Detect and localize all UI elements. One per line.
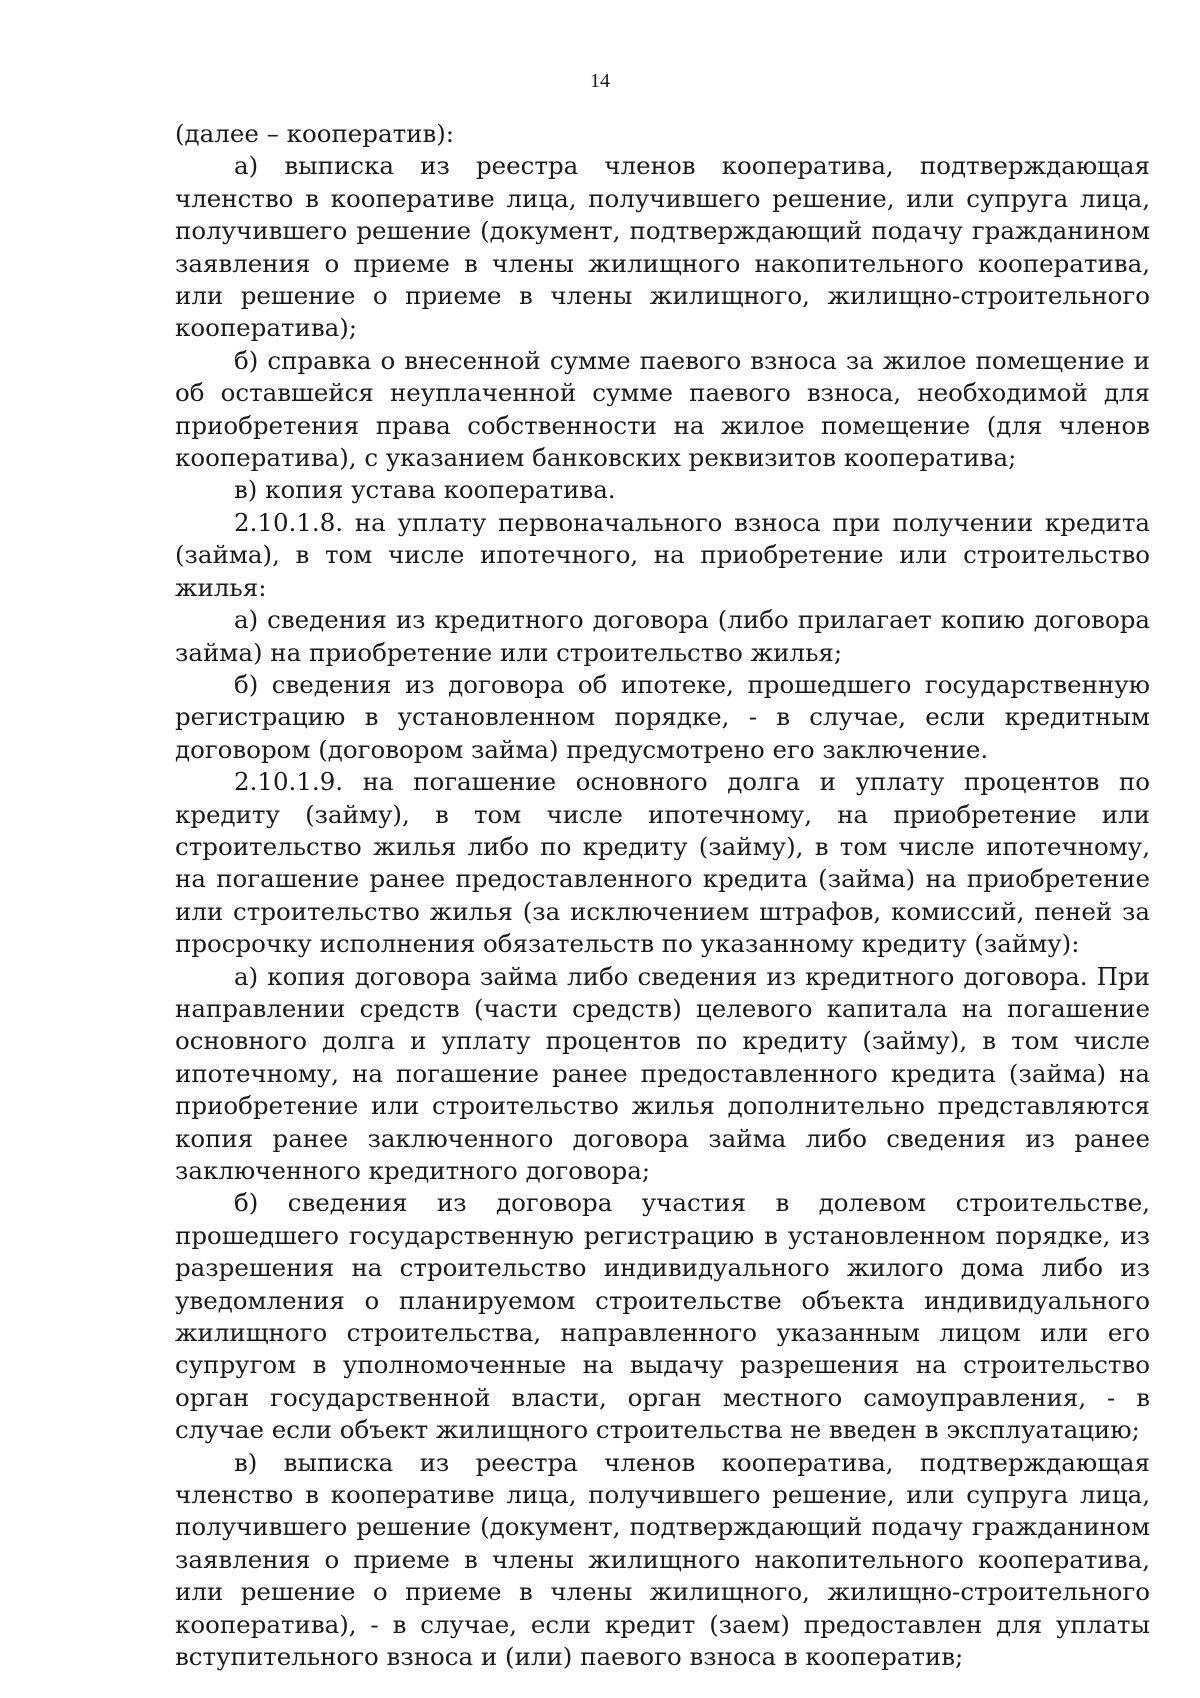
page-number: 14 [590, 70, 610, 92]
paragraph: б) сведения из договора участия в долевом строительстве, прошедшего государственную регистрацию в установленном порядке, из разрешения на строительство индивидуального жилого дома либо из уведомления о планируемом строительстве объекта индивидуального жилищного строительства, направленного указанным лицом или его супругом в уполномоченные на выдачу разрешения на строительство орган государственной власти, орган местного самоуправления, - в случае если объект жилищного строительства не введен в эксплуатацию; [175, 1188, 1150, 1445]
paragraph: а) выписка из реестра членов кооператива, подтверждающая членство в кооперативе лица, получившего решение, или супруга лица, получившего решение (документ, подтверждающий подачу гражданином заявления о приеме в члены жилищного накопительного кооператива, или решение о приеме в члены жилищного, жилищно-строительного кооператива); [175, 151, 1150, 343]
paragraph: в) выписка из реестра членов кооператива, подтверждающая членство в кооперативе лица, получившего решение, или супруга лица, получившего решение (документ, подтверждающий подачу гражданином заявления о приеме в члены жилищного накопительного кооператива, или решение о приеме в члены жилищного, жилищно-строительного кооператива), - в случае, если кредит (заем) предоставлен для уплаты вступительного взноса и (или) паевого взноса в кооператив; [175, 1447, 1150, 1672]
paragraph: б) сведения из договора об ипотеке, прошедшего государственную регистрацию в установленном порядке, - в случае, если кредитным договором (договором займа) предусмотрено его заключение. [175, 669, 1150, 764]
paragraph: 2.10.1.9. на погашение основного долга и уплату процентов по кредиту (займу), в том числе ипотечному, на приобретение или строительство жилья либо по кредиту (займу), в том числе ипотечному, на погашение ранее предоставленного кредита (займа) на приобретение или строительство жилья (за исключением штрафов, комиссий, пеней за просрочку исполнения обязательств по указанному кредиту (займу): [175, 767, 1150, 959]
paragraph: а) сведения из кредитного договора (либо прилагает копию договора займа) на приобретение или строительство жилья; [175, 605, 1150, 667]
paragraph: а) копия договора займа либо сведения из кредитного договора. При направлении средств (части средств) целевого капитала на погашение основного долга и уплату процентов по кредиту (займу), в том числе ипотечному, на погашение ранее предоставленного кредита (займа) на приобретение или строительство жилья дополнительно представляются копия ранее заключенного договора займа либо сведения из ранее заключенного кредитного договора; [175, 961, 1150, 1185]
paragraph: 2.10.1.8. на уплату первоначального взноса при получении кредита (займа), в том числе ипотечного, на приобретение или строительство жилья: [175, 507, 1150, 602]
paragraph: (далее – кооператив): [175, 119, 455, 148]
paragraph: в) копия устава кооператива. [234, 475, 616, 505]
document-body [175, 118, 1150, 1674]
paragraph: б) справка о внесенной сумме паевого взноса за жилое помещение и об оставшейся неуплаченной сумме паевого взноса, необходимой для приобретения права собственности на жилое помещение (для членов кооператива), с указанием банковских реквизитов кооператива; [175, 345, 1150, 473]
